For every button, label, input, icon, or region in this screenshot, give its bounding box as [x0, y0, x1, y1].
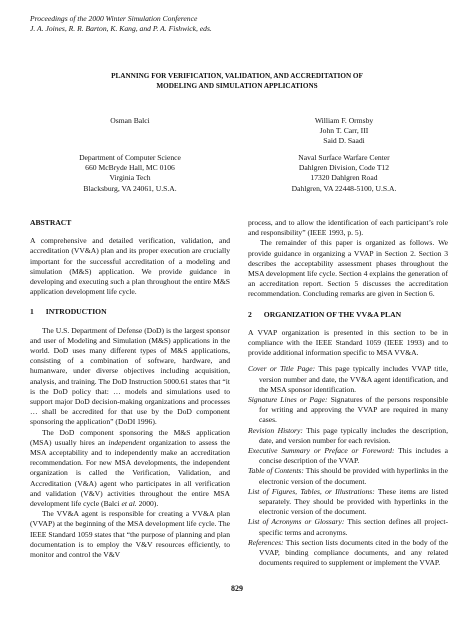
section-number: 1	[30, 307, 34, 317]
abstract-heading: ABSTRACT	[30, 218, 72, 227]
left-column	[30, 218, 230, 560]
header-line-2: J. A. Joines, R. R. Barton, K. Kang, and P. A. Fishwick, eds.	[30, 24, 212, 34]
affiliation-right	[244, 153, 444, 194]
header-line-1: Proceedings of the 2000 Winter Simulation Conference	[30, 14, 198, 23]
section-title: ORGANIZATION OF THE VV&A PLAN	[263, 309, 402, 319]
list-item: List of Acronyms or Glossary: This section defines all project-specific terms and acronyms.	[248, 517, 448, 537]
list-item: References: This section lists documents cited in the body of the VVAP, binding compliance documents, and any related documents required to supplement or implement the VVAP.	[248, 537, 448, 568]
author-name: John T. Carr, III	[319, 126, 369, 136]
intro-paragraph-2: The DoD component sponsoring the M&S application (MSA) usually hires an independent organization to assess the MSA acceptability and to independently make an accreditation recommendation. For new MSA developments, the independent organization is called the Verification, Validation, and Accreditation (V&A) agent who participates in all verification and validation (V&V) activities throughout the entire MSA development life cycle (Balci et al. 2000).	[30, 427, 230, 509]
section-1-heading	[30, 307, 230, 317]
vvap-component-list	[248, 364, 448, 568]
list-item: List of Figures, Tables, or Illustrations: These items are listed separately. They should be provided with hyperlinks in the electronic version of the document.	[248, 486, 448, 517]
abstract-text: A comprehensive and detailed verification, validation, and accreditation (VV&A) plan and its proper execution are crucially important for the successful accreditation of a modeling and simulation (M&S) application. We provide guidance in developing and executing such a plan throughout the entire M&S application development life cycle.	[30, 236, 230, 297]
intro-paragraph-1: The U.S. Department of Defense (DoD) is the largest sponsor and user of Modeling and Simulation (M&S) applications in the world. DoD uses many different types of M&S applications, consisting of a combination of software, hardware, and humanware, under diverse objectives including acquisition, analysis, and training. The DoD Instruction 5000.61 states that “it is the DoD policy that: … models and simulations used to support major DoD decision-making organizations and processes … shall be accredited for that use by the DoD component sponsoring the application” (DoDI 1996).	[30, 325, 230, 427]
section-2-heading	[248, 310, 448, 320]
title-line-2: MODELING AND SIMULATION APPLICATIONS	[156, 82, 318, 90]
affiliation-line: Dahlgren, VA 22448-5100, U.S.A.	[291, 183, 397, 193]
list-item: Cover or Title Page: This page typically includes VVAP title, version number and date, the VV&A agent identification, and the MSA sponsor identification.	[248, 364, 448, 394]
affiliation-line: 660 McBryde Hall, MC 0106	[85, 163, 175, 173]
affiliation-line: Blacksburg, VA 24061, U.S.A.	[83, 183, 177, 193]
intro-paragraph-3: The VV&A agent is responsible for creating a VV&A plan (VVAP) at the beginning of the MSA development life cycle. The IEEE Standard 1059 states that “the purpose of planning and plan documentation is to employ the V&V resources efficiently, to monitor and control the V&V	[30, 509, 230, 560]
author-name: William F. Ormsby	[314, 116, 374, 125]
list-item: Signature Lines or Page: Signatures of the persons responsible for writing and approving the VVAP are required in many cases.	[248, 395, 448, 425]
page-number: 829	[231, 584, 243, 593]
paper-title	[55, 71, 419, 91]
list-item: Table of Contents: This should be provided with hyperlinks in the electronic version of the document.	[248, 466, 448, 486]
affiliation-line: Department of Computer Science	[79, 153, 181, 162]
author-name: Osman Balci	[110, 116, 150, 125]
title-line-1: PLANNING FOR VERIFICATION, VALIDATION, AND ACCREDITATION OF	[111, 72, 363, 80]
affiliation-line: Virginia Tech	[109, 173, 151, 183]
section-2-intro: A VVAP organization is presented in this section to be in compliance with the IEEE Standard 1059 (IEEE 1993) and to provide additional information specific to MSA VV&A.	[248, 327, 448, 358]
author-block-left	[30, 116, 230, 126]
running-header	[30, 14, 212, 35]
author-name: Said D. Saadi	[323, 136, 365, 146]
author-block-right	[244, 116, 444, 147]
affiliation-line: Dahlgren Division, Code T12	[298, 163, 390, 173]
right-column	[248, 218, 448, 569]
section-number: 2	[248, 309, 252, 319]
continued-paragraph: process, and to allow the identification of each participant’s role and responsibility” (IEEE 1993, p. 5).	[248, 218, 448, 238]
list-item: Revision History: This page typically includes the description, date, and version number for each revision.	[248, 425, 449, 445]
affiliation-line: 17320 Dahlgren Road	[310, 173, 378, 183]
organization-paragraph: The remainder of this paper is organized as follows. We provide guidance in organizing a VVAP in Section 2. Section 3 describes the acceptability assessment phases throughout the MSA development life cycle. Section 4 explains the generation of an accreditation report. Section 5 discusses the accreditation recommendation. Concluding remarks are given in Section 6.	[248, 238, 448, 299]
affiliation-line: Naval Surface Warfare Center	[298, 153, 390, 162]
section-title: INTRODUCTION	[45, 307, 107, 317]
list-item: Executive Summary or Preface or Foreword: This includes a concise description of the VVAP.	[248, 446, 448, 466]
affiliation-left	[30, 153, 230, 194]
